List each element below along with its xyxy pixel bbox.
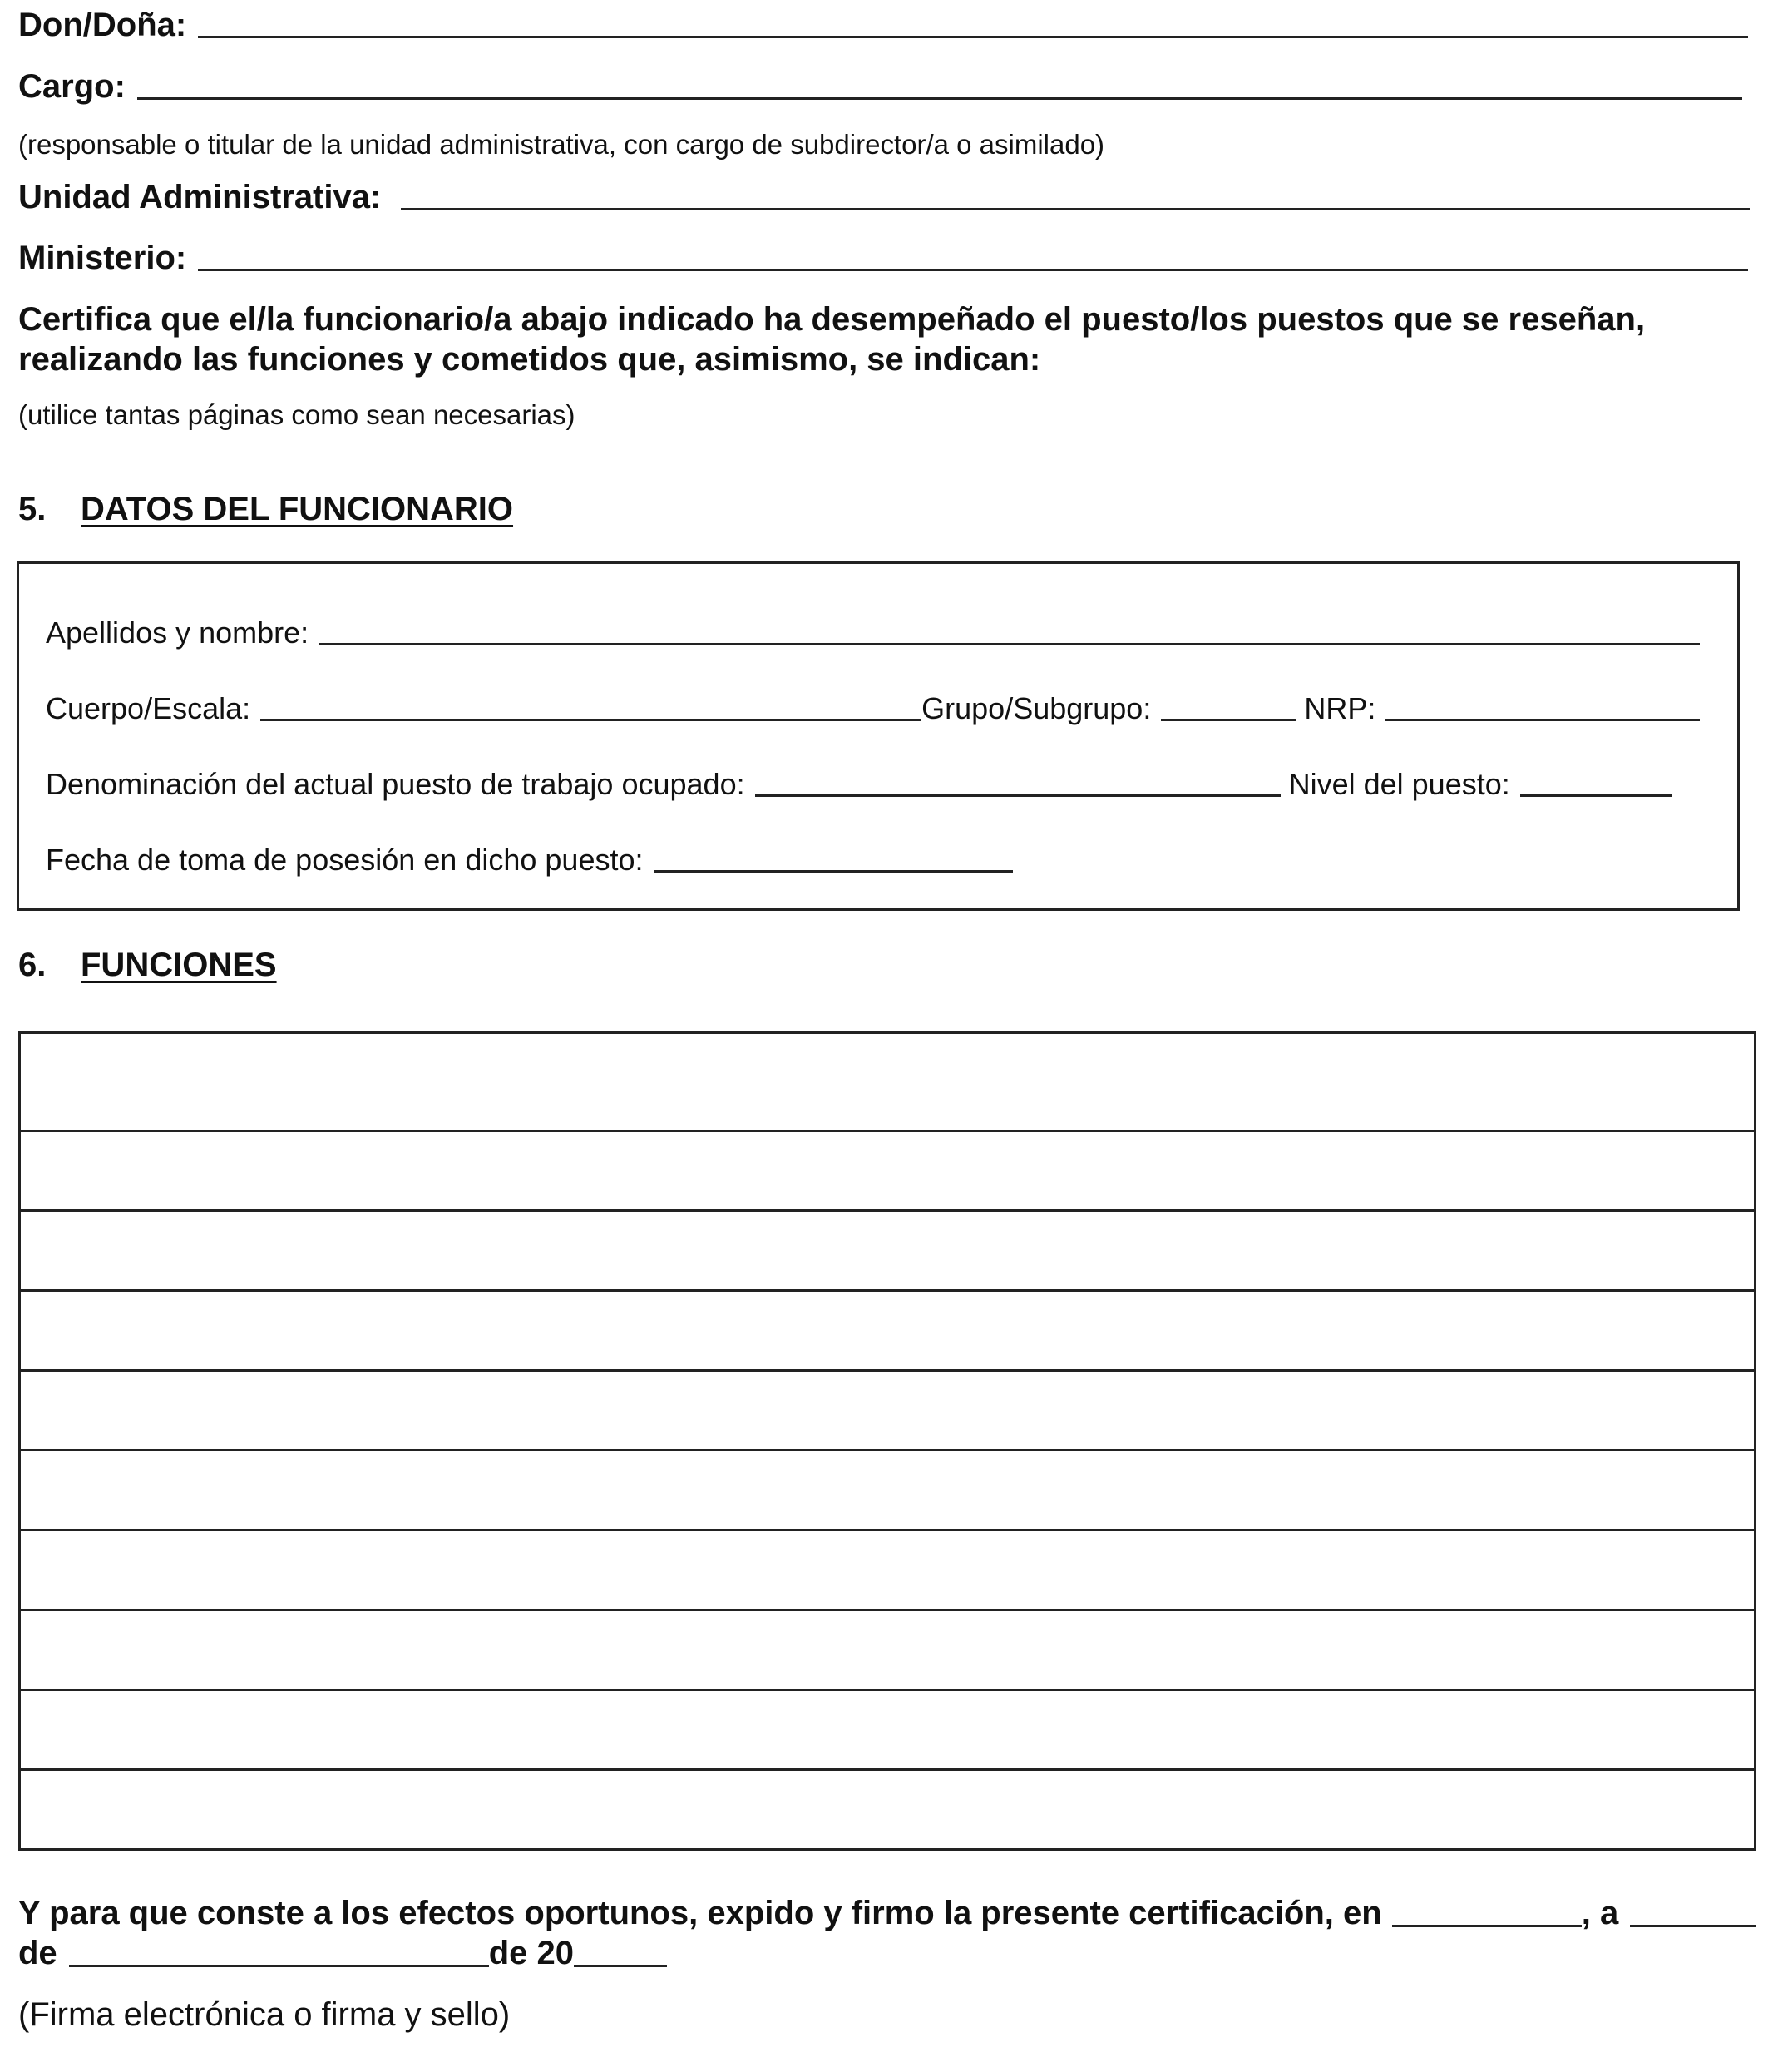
- funciones-row[interactable]: [21, 1292, 1754, 1372]
- cuerpo-label: Cuerpo/Escala:: [46, 691, 251, 725]
- certifica-paragraph: Certifica que el/la funcionario/a abajo indicado ha desempeñado el puesto/los puestos que se reseñan, realizando las funciones y cometidos que, asimismo, se indican:: [18, 301, 1646, 378]
- signature-note: (Firma electrónica o firma y sello): [18, 1996, 511, 2033]
- don-blank[interactable]: [198, 36, 1748, 38]
- place-blank[interactable]: [1392, 1925, 1582, 1927]
- year-blank[interactable]: [574, 1965, 667, 1967]
- closing-de: de: [18, 1935, 57, 1971]
- section-5-title: DATOS DEL FUNCIONARIO: [81, 491, 514, 527]
- funciones-row[interactable]: [21, 1611, 1754, 1691]
- datos-funcionario-box: [17, 561, 1740, 911]
- funciones-table: [18, 1031, 1756, 1851]
- funciones-row[interactable]: [21, 1531, 1754, 1611]
- funciones-row[interactable]: [21, 1771, 1754, 1851]
- closing-text: Y para que conste a los efectos oportunos, expido y firmo la presente certificación, en: [18, 1895, 1382, 1931]
- closing-comma-a: , a: [1581, 1895, 1619, 1931]
- cargo-label: Cargo:: [18, 68, 126, 105]
- grupo-label: Grupo/Subgrupo:: [921, 691, 1152, 725]
- closing-statement: [18, 1892, 1756, 1972]
- month-blank[interactable]: [69, 1965, 489, 1967]
- pages-note: (utilice tantas páginas como sean necesarias): [18, 399, 575, 430]
- unidad-field: [18, 179, 1750, 216]
- cargo-note: (responsable o titular de la unidad administrativa, con cargo de subdirector/a o asimilado): [18, 129, 1105, 160]
- unidad-label: Unidad Administrativa:: [18, 179, 382, 215]
- nrp-label: NRP:: [1304, 691, 1376, 725]
- fecha-blank[interactable]: [654, 870, 1013, 873]
- ministerio-blank[interactable]: [198, 269, 1748, 271]
- cargo-field: [18, 68, 1742, 106]
- denominacion-row: [46, 767, 1700, 802]
- closing-line-2: [18, 1932, 1756, 1972]
- section-5-heading: [18, 491, 513, 528]
- funciones-row[interactable]: [21, 1034, 1754, 1132]
- fecha-row: [46, 843, 1700, 878]
- apellidos-row: [46, 616, 1700, 650]
- funciones-row[interactable]: [21, 1372, 1754, 1451]
- nivel-blank[interactable]: [1520, 794, 1672, 797]
- ministerio-label: Ministerio:: [18, 240, 187, 276]
- cargo-blank[interactable]: [137, 97, 1742, 100]
- nrp-blank[interactable]: [1385, 719, 1700, 721]
- funciones-row[interactable]: [21, 1212, 1754, 1292]
- day-blank[interactable]: [1630, 1925, 1756, 1927]
- funciones-row[interactable]: [21, 1132, 1754, 1212]
- section-6-title: FUNCIONES: [81, 947, 277, 983]
- funciones-row[interactable]: [21, 1451, 1754, 1531]
- cuerpo-row: [46, 691, 1700, 726]
- section-5-number: 5.: [18, 491, 47, 527]
- denominacion-blank[interactable]: [755, 794, 1281, 797]
- fecha-label: Fecha de toma de posesión en dicho puesto:: [46, 843, 644, 877]
- denominacion-label: Denominación del actual puesto de trabajo ocupado:: [46, 767, 745, 801]
- funciones-row[interactable]: [21, 1691, 1754, 1771]
- section-6-number: 6.: [18, 947, 47, 983]
- closing-line-1: [18, 1892, 1756, 1932]
- don-label: Don/Doña:: [18, 7, 187, 43]
- nivel-label: Nivel del puesto:: [1288, 767, 1510, 801]
- apellidos-label: Apellidos y nombre:: [46, 616, 309, 650]
- cuerpo-blank[interactable]: [260, 719, 921, 721]
- ministerio-field: [18, 240, 1748, 277]
- apellidos-blank[interactable]: [319, 643, 1700, 645]
- unidad-blank[interactable]: [401, 208, 1750, 210]
- don-field: [18, 7, 1748, 44]
- section-6-heading: [18, 947, 277, 984]
- grupo-blank[interactable]: [1161, 719, 1296, 721]
- closing-de20: de 20: [488, 1935, 574, 1971]
